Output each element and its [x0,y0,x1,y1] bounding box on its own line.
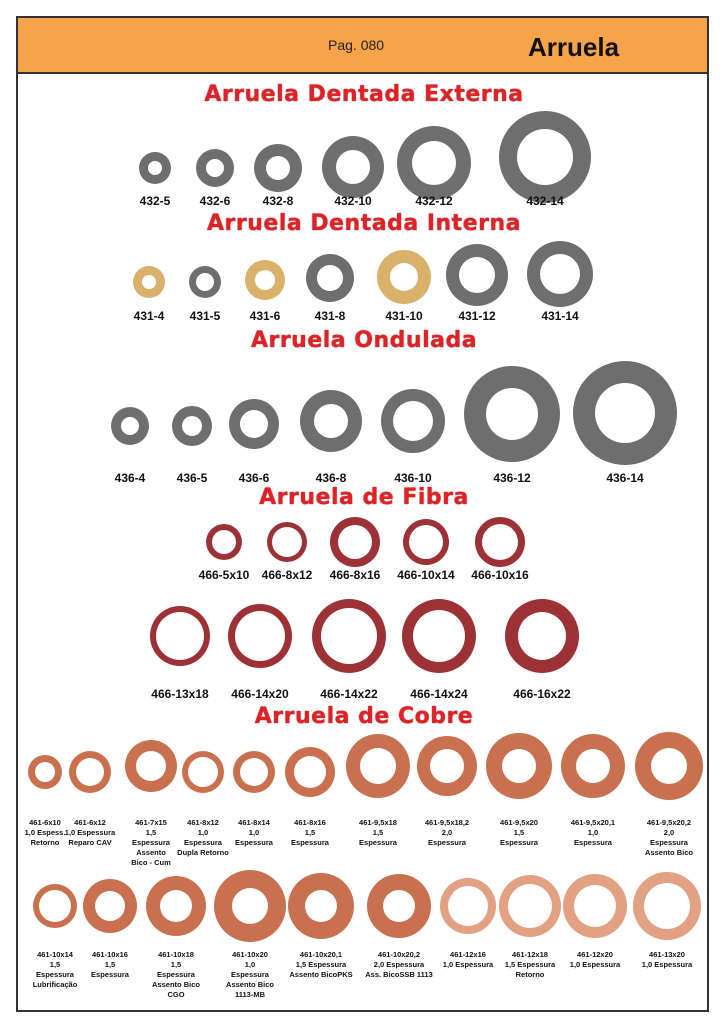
copper-washer-spec-line: Espessura [184,838,222,847]
category-title: Arruela [528,32,620,62]
code-cobre [359,818,397,848]
copper-washer-spec-line: Espessura [428,838,466,847]
code-dentada-interna: 431-4 [133,309,165,323]
washer-hole [272,527,302,557]
code-cobre [443,950,493,970]
code-cobre [131,818,171,868]
section-title-dentada-externa: Arruela Dentada Externa [204,82,524,107]
washer-hole [314,404,348,438]
copper-washer-spec-line: Lubrificação [32,980,78,989]
washer-hole [266,156,290,180]
code-cobre [425,818,469,848]
copper-washer-spec-line: 461-9,5x20 [500,818,538,827]
washer-hole [160,890,192,922]
washer-hole [409,525,443,559]
washer-hole [294,756,326,788]
code-cobre [289,950,352,980]
code-dentada-externa: 432-12 [415,194,453,208]
washer-fibra [475,517,525,567]
copper-washer-spec-line: 1,0 [244,960,256,969]
washer-fibra [402,599,476,673]
washer-hole [595,383,655,443]
washer-hole [644,883,690,929]
washer-dentada-interna [189,266,221,298]
code-cobre [571,818,615,848]
washer-fibra [312,599,386,673]
copper-washer-spec-line: Assento [136,848,166,857]
washer-fibra [150,606,210,666]
washer-dentada-externa [196,149,234,187]
code-cobre [365,950,433,980]
copper-washer-spec-line: Assento BicoPKS [289,970,353,979]
washer-hole [35,762,55,782]
washer-hole [255,270,275,290]
washer-ondulada [381,389,445,453]
washer-cobre [69,751,111,793]
code-ondulada: 436-14 [606,471,644,485]
washer-hole [317,265,343,291]
washer-cobre [146,876,206,936]
washer-dentada-externa [322,136,384,198]
washer-hole [576,749,610,783]
washer-dentada-externa [499,111,591,203]
washer-ondulada [172,406,212,446]
copper-washer-spec-line: 1,5 [49,960,61,969]
washer-ondulada [300,390,362,452]
copper-washer-spec-line: Espessura [359,838,397,847]
code-fibra: 466-10x14 [397,568,455,582]
copper-washer-spec-line: 1,5 Espessura [504,960,556,969]
code-dentada-interna: 431-5 [189,309,221,323]
copper-washer-spec-line: 2,0 Espessura [373,960,425,969]
washer-cobre [486,733,552,799]
copper-washer-spec-line: 461-8x16 [294,818,326,827]
washer-cobre [440,878,496,934]
code-cobre [177,818,229,858]
copper-washer-spec-line: Espessura [574,838,612,847]
copper-washer-spec-line: Espessura [36,970,74,979]
washer-cobre [563,874,627,938]
washer-hole [412,141,456,185]
copper-washer-spec-line: 1,0 Espess. [24,828,66,837]
copper-washer-spec-line: 1,5 [170,960,182,969]
washer-cobre [346,734,410,798]
code-cobre [33,950,78,990]
code-dentada-interna: 431-6 [249,309,281,323]
copper-washer-spec-line: 461-6x12 [74,818,106,827]
washer-cobre [417,736,477,796]
washer-dentada-interna [306,254,354,302]
washer-hole [502,749,536,783]
copper-washer-spec-line: 1,0 Espessura [442,960,494,969]
copper-washer-spec-line: Retorno [515,970,545,979]
copper-washer-spec-line: Espessura [500,838,538,847]
code-dentada-interna: 431-12 [458,309,496,323]
code-ondulada: 436-10 [394,471,432,485]
copper-washer-spec-line: Bico - Cum [131,858,171,867]
code-ondulada: 436-8 [315,471,347,485]
washer-cobre [561,734,625,798]
copper-washer-spec-line: 1,0 [248,828,260,837]
code-fibra: 466-16x22 [513,687,571,701]
washer-hole [338,525,372,559]
code-cobre [642,950,692,970]
washer-hole [430,749,464,783]
copper-washer-spec-line: 1,0 Espessura [641,960,693,969]
washer-cobre [367,874,431,938]
washer-dentada-externa [397,126,471,200]
washer-fibra [403,519,449,565]
code-ondulada: 436-5 [176,471,208,485]
copper-washer-spec-line: Dupla Retorno [177,848,229,857]
page-number: Pag. 080 [328,37,385,53]
washer-hole [390,263,418,291]
washer-hole [413,610,465,662]
copper-washer-spec-line: 461-10x18 [158,950,194,959]
washer-hole [240,758,268,786]
code-fibra: 466-8x12 [261,568,313,582]
washer-hole [121,417,139,435]
copper-washer-spec-line: Retorno [30,838,60,847]
washer-cobre [499,875,561,937]
section-title-ondulada: Arruela Ondulada [250,328,478,353]
code-cobre [505,950,555,980]
code-ondulada: 436-12 [493,471,531,485]
washer-hole [517,129,573,185]
code-ondulada: 436-6 [238,471,270,485]
code-dentada-externa: 432-5 [139,194,171,208]
washer-fibra [228,604,292,668]
washer-dentada-externa [254,144,302,192]
copper-washer-spec-line: 461-13x20 [649,950,685,959]
washer-hole [206,159,224,177]
washer-hole [232,888,268,924]
washer-hole [321,608,377,664]
code-fibra: 466-10x16 [471,568,529,582]
washer-hole [508,884,552,928]
washer-hole [518,612,566,660]
copper-washer-spec-line: 461-12x16 [450,950,486,959]
code-cobre [152,950,200,1000]
copper-washer-spec-line: Ass. BicoSSB 1113 [365,970,433,979]
washer-hole [540,254,580,294]
copper-washer-spec-line: 461-6x10 [29,818,61,827]
washer-cobre [83,879,137,933]
copper-washer-spec-line: Assento Bico [226,980,274,989]
copper-washer-spec-line: 461-8x14 [238,818,270,827]
washer-hole [95,891,125,921]
code-cobre [291,818,329,848]
copper-washer-spec-line: 1,5 [372,828,384,837]
code-fibra: 466-14x22 [320,687,378,701]
copper-washer-spec-line: 1,5 [145,828,157,837]
copper-washer-spec-line: Espessura [132,838,170,847]
copper-washer-spec-line: 461-12x20 [577,950,613,959]
washer-dentada-interna [133,266,165,298]
washer-cobre [233,751,275,793]
copper-washer-spec-line: 461-9,5x18 [359,818,397,827]
washer-hole [235,611,285,661]
washer-hole [393,401,433,441]
washer-hole [39,890,71,922]
code-cobre [570,950,620,970]
washer-ondulada [111,407,149,445]
copper-washer-spec-line: Espessura [650,838,688,847]
washer-hole [148,161,162,175]
washer-cobre [125,740,177,792]
copper-washer-spec-line: Espessura [157,970,195,979]
code-dentada-interna: 431-8 [314,309,346,323]
code-dentada-externa: 432-6 [199,194,231,208]
code-cobre [645,818,693,858]
washer-hole [383,890,415,922]
copper-washer-spec-line: 1,0 [587,828,599,837]
code-cobre [91,950,129,980]
washer-hole [574,885,616,927]
code-cobre [25,818,66,848]
code-cobre [226,950,274,1000]
washer-hole [459,257,495,293]
copper-washer-spec-line: Espessura [91,970,129,979]
washer-hole [142,275,156,289]
code-dentada-interna: 431-14 [541,309,579,323]
copper-washer-spec-line: 461-8x12 [187,818,219,827]
copper-washer-spec-line: 1,0 Espessura [569,960,621,969]
washer-dentada-interna [377,250,431,304]
copper-washer-spec-line: Reparo CAV [68,838,112,847]
code-dentada-externa: 432-10 [334,194,372,208]
washer-hole [482,524,518,560]
washer-hole [305,890,337,922]
washer-hole [188,757,218,787]
washer-hole [182,416,202,436]
section-title-dentada-interna: Arruela Dentada Interna [207,211,521,236]
washer-fibra [267,522,307,562]
copper-washer-spec-line: 461-10x20 [232,950,268,959]
washer-dentada-interna [245,260,285,300]
washer-dentada-externa [139,152,171,184]
washer-hole [486,388,538,440]
washer-fibra [330,517,380,567]
copper-washer-spec-line: 1113-MB [234,990,266,999]
code-dentada-externa: 432-14 [526,194,564,208]
washer-hole [136,751,166,781]
code-dentada-interna: 431-10 [385,309,423,323]
copper-washer-spec-line: 461-10x20,1 [299,950,343,959]
washer-hole [448,886,488,926]
copper-washer-spec-line: 461-7x15 [135,818,167,827]
copper-washer-spec-line: 461-9,5x20,2 [646,818,692,827]
washer-hole [212,530,236,554]
washer-ondulada [464,366,560,462]
washer-cobre [182,751,224,793]
washer-ondulada [229,399,279,449]
washer-cobre [214,870,286,942]
copper-washer-spec-line: Assento Bico [152,980,200,989]
washer-cobre [28,755,62,789]
copper-washer-spec-line: 1,5 [513,828,525,837]
washer-fibra [505,599,579,673]
code-fibra: 466-5x10 [198,568,250,582]
copper-washer-spec-line: Espessura [291,838,329,847]
section-title-cobre: Arruela de Cobre [254,704,474,729]
copper-washer-spec-line: 1,5 [104,960,116,969]
code-cobre [65,818,115,848]
code-cobre [235,818,273,848]
code-fibra: 466-14x24 [410,687,468,701]
code-fibra: 466-14x20 [231,687,289,701]
copper-washer-spec-line: 461-10x14 [37,950,73,959]
washer-cobre [288,873,354,939]
washer-dentada-interna [446,244,508,306]
copper-washer-spec-line: Espessura [231,970,269,979]
copper-washer-spec-line: 2,0 [441,828,453,837]
code-cobre [500,818,538,848]
washer-cobre [285,747,335,797]
washer-hole [360,748,396,784]
section-title-fibra: Arruela de Fibra [259,485,469,510]
washer-hole [651,748,687,784]
washer-cobre [33,884,77,928]
copper-washer-spec-line: 1,5 Espessura [295,960,347,969]
code-fibra: 466-13x18 [151,687,209,701]
washer-hole [76,758,104,786]
washer-hole [240,410,268,438]
code-ondulada: 436-4 [114,471,146,485]
copper-washer-spec-line: Assento Bico [645,848,693,857]
copper-washer-spec-line: CGO [167,990,185,999]
copper-washer-spec-line: 461-9,5x18,2 [424,818,470,827]
washer-cobre [635,732,703,800]
washer-dentada-interna [527,241,593,307]
copper-washer-spec-line: 461-12x18 [512,950,548,959]
washer-fibra [206,524,242,560]
copper-washer-spec-line: 461-9,5x20,1 [570,818,616,827]
washer-ondulada [573,361,677,465]
copper-washer-spec-line: 1,0 Espessura [64,828,116,837]
washer-hole [336,150,370,184]
copper-washer-spec-line: 2,0 [663,828,675,837]
copper-washer-spec-line: 461-10x20,2 [377,950,421,959]
copper-washer-spec-line: 1,5 [304,828,316,837]
code-fibra: 466-8x16 [329,568,381,582]
washer-hole [196,273,214,291]
washer-hole [156,612,204,660]
copper-washer-spec-line: 1,0 [197,828,209,837]
copper-washer-spec-line: 461-10x16 [92,950,128,959]
washer-cobre [633,872,701,940]
code-dentada-externa: 432-8 [262,194,294,208]
copper-washer-spec-line: Espessura [235,838,273,847]
